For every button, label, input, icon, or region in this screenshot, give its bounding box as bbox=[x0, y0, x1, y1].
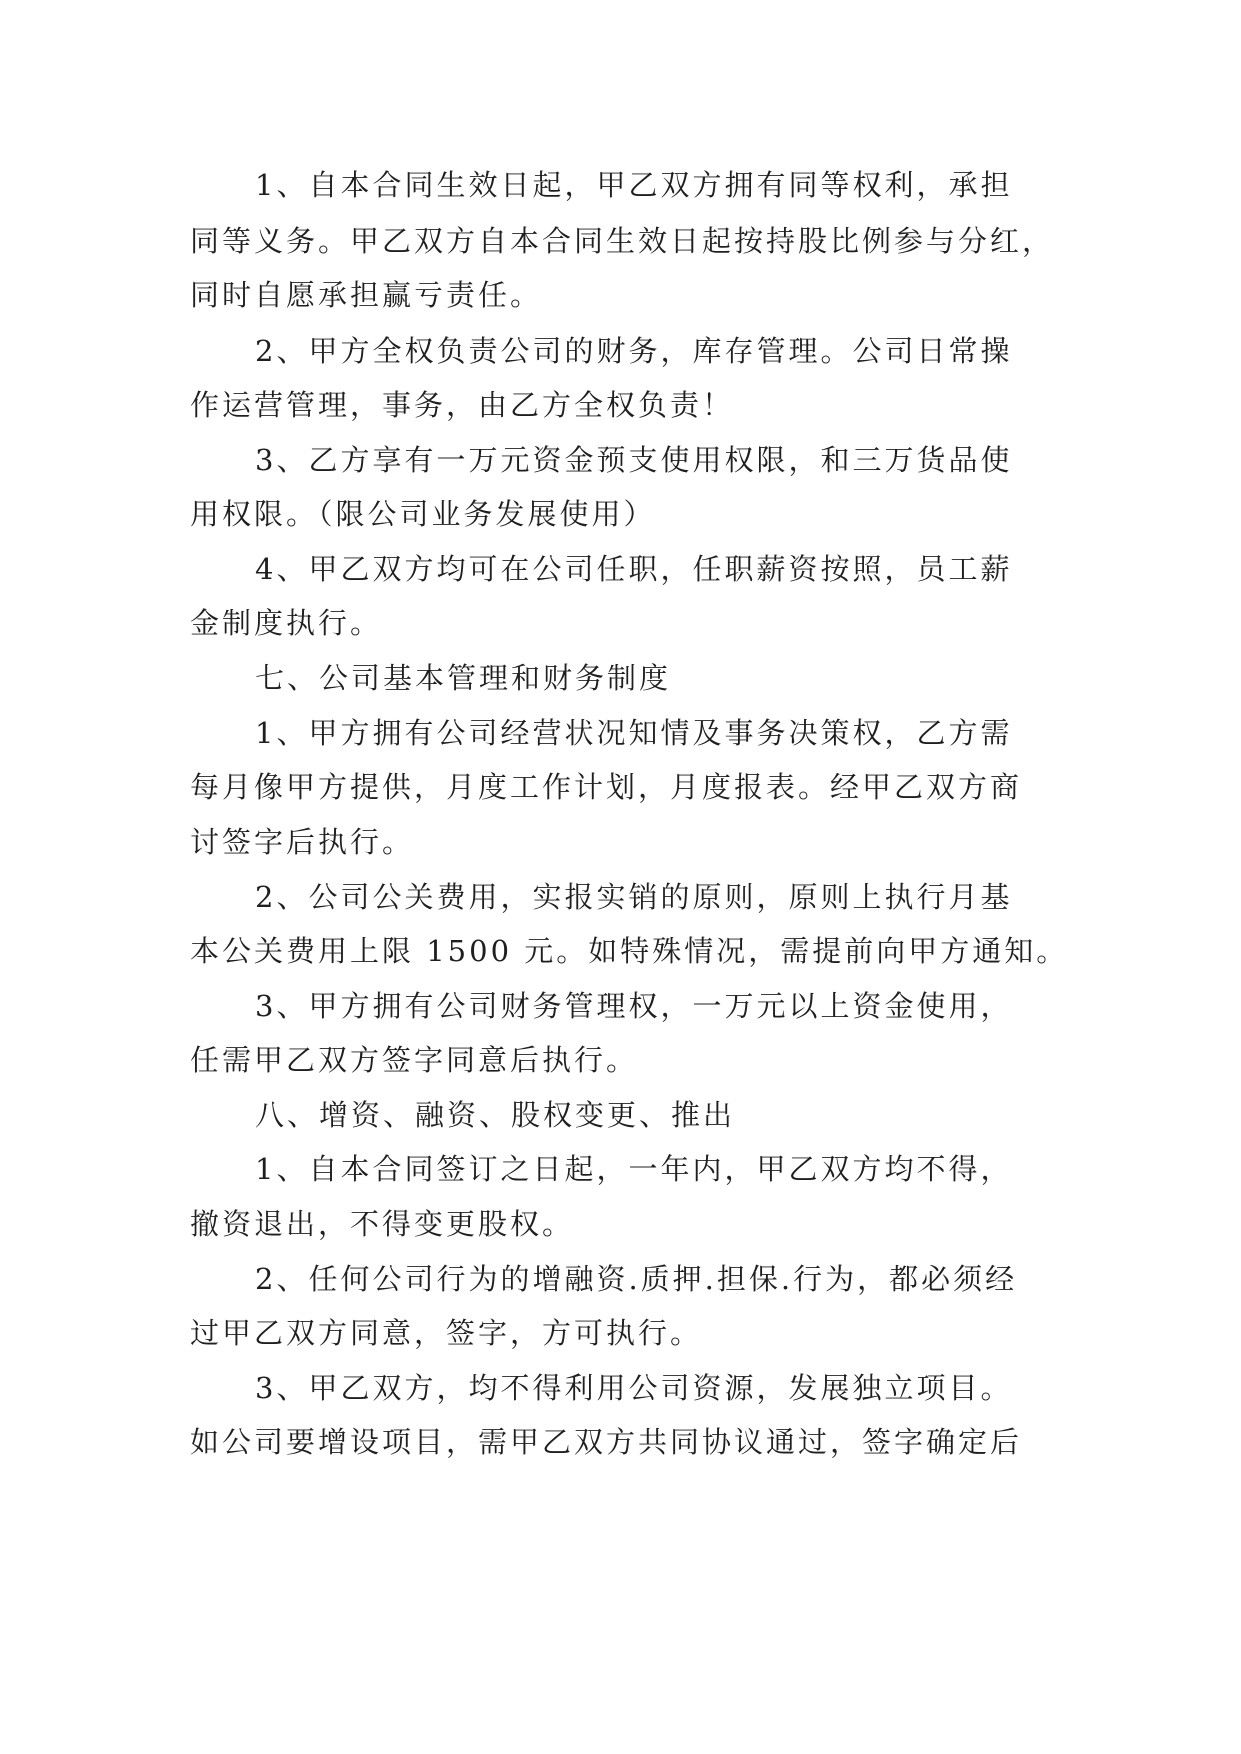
clause-8-1-line-2: 撤资退出，不得变更股权。 bbox=[190, 1207, 575, 1241]
clause-7-1-line-3: 讨签字后执行。 bbox=[190, 825, 415, 859]
clause-6-4-line-1: 4、甲乙双方均可在公司任职，任职薪资按照，员工薪 bbox=[255, 552, 1013, 586]
clause-7-2-line-2: 本公关费用上限 1500 元。如特殊情况，需提前向甲方通知。 bbox=[190, 934, 1069, 968]
clause-6-4-line-2: 金制度执行。 bbox=[190, 606, 383, 640]
clause-6-1-line-2: 同等义务。甲乙双方自本合同生效日起按持股比例参与分红， bbox=[190, 224, 1055, 258]
clause-6-2-line-1: 2、甲方全权负责公司的财务，库存管理。公司日常操 bbox=[255, 334, 1013, 368]
clause-6-1-line-3: 同时自愿承担赢亏责任。 bbox=[190, 278, 543, 312]
clause-7-3-line-2: 任需甲乙双方签字同意后执行。 bbox=[190, 1043, 639, 1077]
clause-7-1-line-2: 每月像甲方提供，月度工作计划，月度报表。经甲乙双方商 bbox=[190, 770, 1023, 804]
clause-6-3-line-2: 用权限。（限公司业务发展使用） bbox=[190, 497, 656, 531]
clause-6-1-line-1: 1、自本合同生效日起，甲乙双方拥有同等权利，承担 bbox=[255, 168, 1013, 202]
clause-8-2-line-1: 2、任何公司行为的增融资.质押.担保.行为，都必须经 bbox=[255, 1262, 1018, 1296]
clause-8-3-line-2: 如公司要增设项目，需甲乙双方共同协议通过，签字确定后 bbox=[190, 1425, 1023, 1459]
clause-7-2-line-1: 2、公司公关费用，实报实销的原则，原则上执行月基 bbox=[255, 880, 1013, 914]
clause-6-3-line-1: 3、乙方享有一万元资金预支使用权限，和三万货品使 bbox=[255, 443, 1013, 477]
clause-8-3-line-1: 3、甲乙双方，均不得利用公司资源，发展独立项目。 bbox=[255, 1371, 1013, 1405]
clause-8-2-line-2: 过甲乙双方同意，签字，方可执行。 bbox=[190, 1316, 703, 1350]
clause-8-1-line-1: 1、自本合同签订之日起，一年内，甲乙双方均不得， bbox=[255, 1152, 1013, 1186]
section-heading-8: 八、增资、融资、股权变更、推出 bbox=[255, 1098, 736, 1132]
clause-6-2-line-2: 作运营管理，事务，由乙方全权负责！ bbox=[190, 388, 735, 422]
clause-7-1-line-1: 1、甲方拥有公司经营状况知情及事务决策权，乙方需 bbox=[255, 716, 1013, 750]
section-heading-7: 七、公司基本管理和财务制度 bbox=[255, 661, 672, 695]
clause-7-3-line-1: 3、甲方拥有公司财务管理权，一万元以上资金使用， bbox=[255, 989, 1013, 1023]
